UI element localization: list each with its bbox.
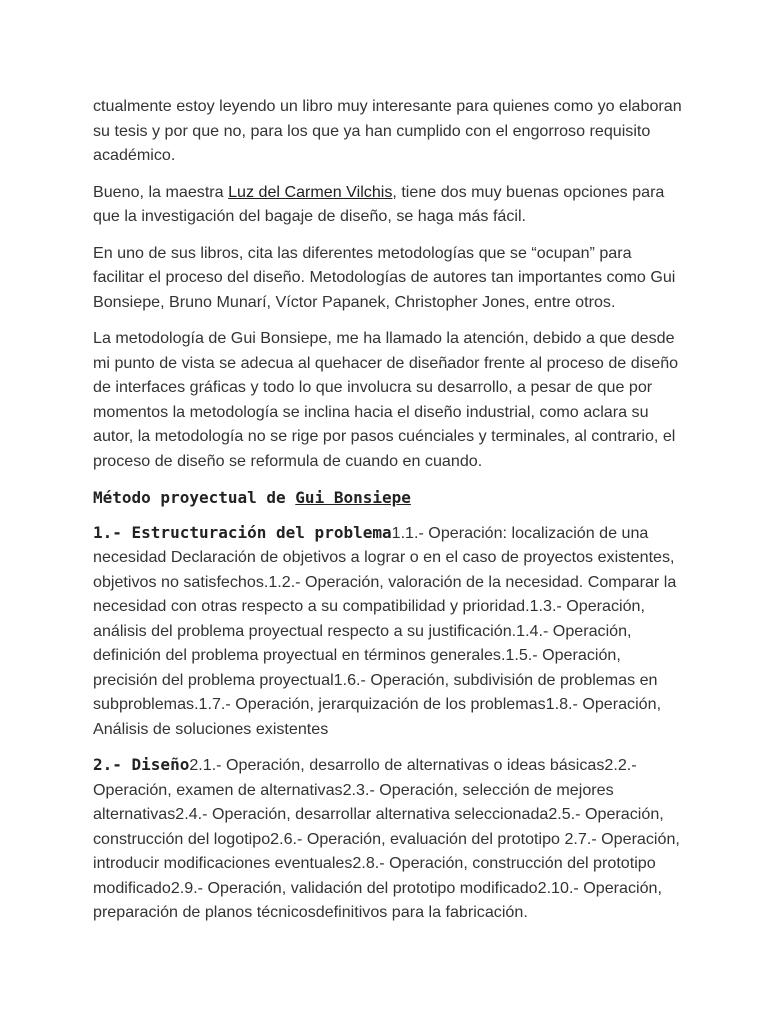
step2-text: 2.1.- Operación, desarrollo de alternativas o ideas básicas2.2.- Operación, examen de alternativas2.3.- Operación, selección de mejores alternativas2.4.- Operación, desarrollar alternativa seleccionada2.5.- Operación, construcción del logotipo2.6.- Operación, evaluación del prototipo 2.7.- Operación, introducir modificaciones eventuales2.8.- Operación, construcción del prototipo modificado2.9.- Operación, validación del prototipo modificado2.10.- Operación, preparación de planos técnicosdefinitivos para la fabricación. xyxy=(93,756,680,921)
author-paragraph xyxy=(93,180,683,229)
step2-title: 2.- Diseño xyxy=(93,755,190,774)
step1-text: 1.1.- Operación: localización de una necesidad Declaración de objetivos a lograr o en el caso de proyectos existentes, objetivos no satisfechos.1.2.- Operación, valoración de la necesidad. Comparar la necesidad con otras respecto a su compatibilidad y prioridad.1.3.- Operación, análisis del problema proyectual respecto a su justificación.1.4.- Operación, definición del problema proyectual en términos generales.1.5.- Operación, precisión del problema proyectual1.6.- Operación, subdivisión de problemas en subproblemas.1.7.- Operación, jerarquización de los problemas1.8.- Operación, Análisis de soluciones existentes xyxy=(93,523,677,738)
step2-paragraph xyxy=(93,753,683,925)
author-text-before: Bueno, la maestra xyxy=(93,182,229,201)
bonsiepe-paragraph xyxy=(93,326,683,473)
intro-text: ctualmente estoy leyendo un libro muy interesante para quienes como yo elaboran su tesis y por que no, para los que ya han cumplido con el engorroso requisito académico. xyxy=(93,97,682,164)
methodologies-paragraph xyxy=(93,241,683,315)
bonsiepe-text: La metodología de Gui Bonsiepe, me ha llamado la atención, debido a que desde mi punto de vista se adecua al quehacer de diseñador frente al proceso de diseño de interfaces gráficas y todo lo que involucra su desarrollo, a pesar de que por momentos la metodología se inclina hacia el diseño industrial, como aclara su autor, la metodología no se rige por pasos cuénciales y terminales, al contrario, el proceso de diseño se reformula de cuando en cuando. xyxy=(93,329,679,470)
author-link[interactable]: Luz del Carmen Vilchis xyxy=(228,182,393,201)
intro-paragraph xyxy=(93,94,683,168)
author-text-after: , tiene dos muy buenas opciones para que la investigación del bagaje de diseño, se haga más fácil. xyxy=(93,182,665,225)
article-body xyxy=(93,94,683,937)
step1-title: 1.- Estructuración del problema xyxy=(93,522,392,542)
section-heading-link[interactable]: Gui Bonsiepe xyxy=(295,488,411,507)
step1-paragraph xyxy=(93,521,683,742)
methodologies-text: En uno de sus libros, cita las diferentes metodologías que se “ocupan” para facilitar el proceso del diseño. Metodologías de autores tan importantes como Gui Bonsiepe, Bruno Munarí, Víctor Papanek, Christopher Jones, entre otros. xyxy=(93,243,676,311)
section-heading-prefix: Método proyectual de xyxy=(93,488,296,507)
section-heading xyxy=(93,486,683,511)
